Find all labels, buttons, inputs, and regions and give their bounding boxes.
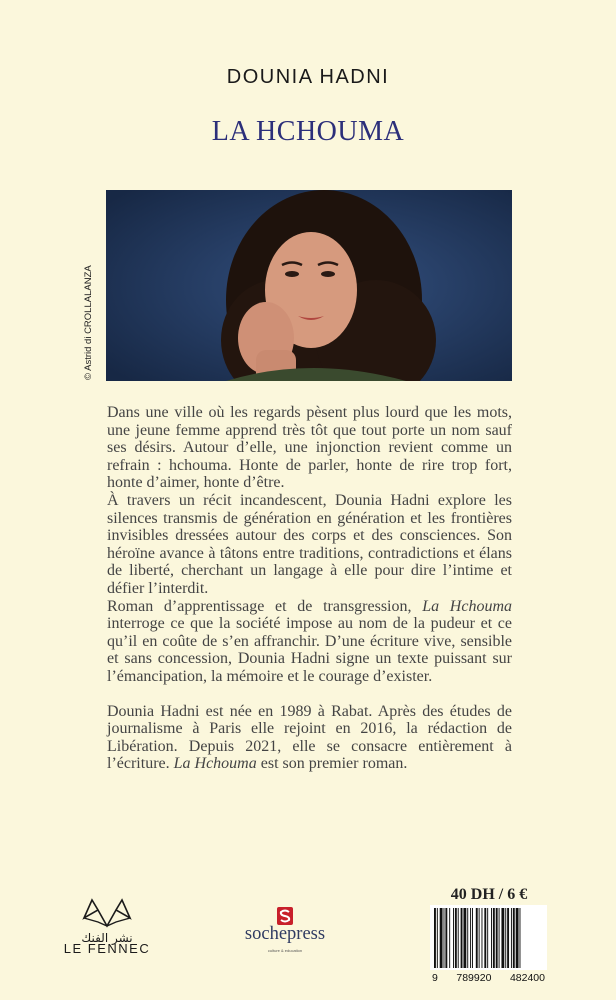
sochepress-s-icon — [274, 906, 296, 926]
blurb-p3-title: La Hchouma — [422, 597, 513, 615]
publisher-name: LE FENNEC — [63, 941, 151, 956]
photo-credit: © Astrid di CROLLALANZA — [83, 265, 94, 380]
bio-title: La Hchouma — [173, 755, 257, 773]
sochepress-tagline: culture & education — [267, 948, 303, 953]
author-bio — [107, 703, 512, 773]
barcode — [430, 905, 547, 970]
back-cover-blurb — [107, 404, 512, 773]
author-portrait-illustration — [106, 190, 512, 381]
bio-start: Dounia Hadni est née en 1989 à Rabat. Après des études de journalisme à Paris elle rejoint en 2016, la rédaction de Libération. Depuis 2021, elle se consacre entièrement à l’écriture. — [107, 702, 512, 773]
isbn-digits — [430, 972, 547, 984]
author-photo — [106, 190, 512, 381]
isbn-group-1: 789920 — [456, 972, 492, 984]
barcode-bars — [430, 905, 547, 970]
isbn-group-2: 482400 — [509, 972, 545, 984]
bio-end: est son premier roman. — [256, 755, 408, 773]
book-title: LA HCHOUMA — [211, 116, 405, 147]
blurb-paragraph-1: Dans une ville où les regards pèsent plus lourd que les mots, une jeune femme apprend très tôt que tout porte un nom sauf ses désirs. Autour d’elle, une injonction revient comme un refrain : hchouma. Honte de parler, honte de rire trop fort, honte d’aimer, honte d’être. — [107, 404, 512, 492]
blurb-paragraph-3 — [107, 598, 512, 686]
fennec-arabic: نشر الفنك — [81, 931, 133, 945]
isbn-prefix: 9 — [432, 972, 438, 984]
price: 40 DH / 6 € — [450, 886, 528, 903]
blurb-p3-start: Roman d’apprentissage et de transgression, — [107, 597, 423, 615]
sochepress-logo: sochepress — [244, 924, 326, 944]
author-name: DOUNIA HADNI — [226, 66, 390, 88]
blurb-paragraph-2: À travers un récit incandescent, Dounia Hadni explore les silences transmis de génération en génération et les frontières invisibles dressées autour des corps et des consciences. Son héroïne avance à tâtons entre traditions, contradictions et élans de liberté, cherchant un langage à elle pour dire l’intime et défier l’interdit. — [107, 491, 512, 597]
blurb-p3-end: interroge ce que la société impose au nom de la pudeur et ce qu’il en coûte de s’en affranchir. D’une écriture vive, sensible et sans concession, Dounia Hadni signe un texte puissant sur l’émancipation, la mémoire et le courage d’exister. — [107, 615, 512, 685]
